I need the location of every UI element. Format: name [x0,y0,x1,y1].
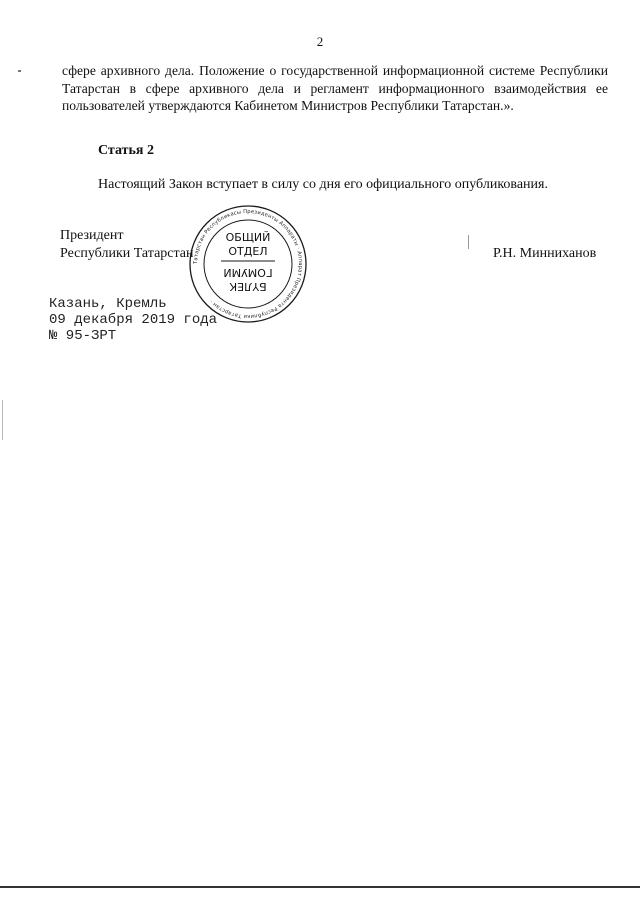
page-number: 2 [316,34,324,49]
stamp-text-middle: ОТДЕЛ [228,245,268,258]
article-text: Настоящий Закон вступает в силу со дня его официального опубликования. [98,177,548,192]
law-number: № 95-ЗРТ [49,328,117,344]
signing-date: 09 декабря 2019 года [49,312,218,328]
scan-artifact [18,70,21,72]
stamp-seal-icon [187,203,309,325]
stamp-ring-text: Татарстан Республикасы Президенты Аппараты · Аппарат Президента Республики Татарстан · [192,208,304,320]
official-stamp [187,203,309,325]
article-title: Статья 2 [98,143,154,158]
page-bottom-edge [0,886,640,888]
signatory-position-line-1: Президент [60,228,124,243]
stamp-text-bottom-1: БҮЛЕК [229,280,267,293]
signatory-name: Р.Н. Минниханов [493,246,597,261]
stamp-text-top: ОБЩИЙ [225,231,271,244]
scan-artifact [468,235,469,249]
signatory-position-line-2: Республики Татарстан [60,246,194,261]
signing-place: Казань, Кремль [49,296,167,312]
law-paragraph: сфере архивного дела. Положение о государственной информационной системе Республики Татарстан в сфере архивного дела и регламент информационного взаимодействия ее пользователей утверждаются Кабинетом Министров Республики Татарстан.». [62,63,608,113]
stamp-text-bottom-2: ГОМУМИ [223,266,273,279]
scan-artifact [2,400,3,440]
